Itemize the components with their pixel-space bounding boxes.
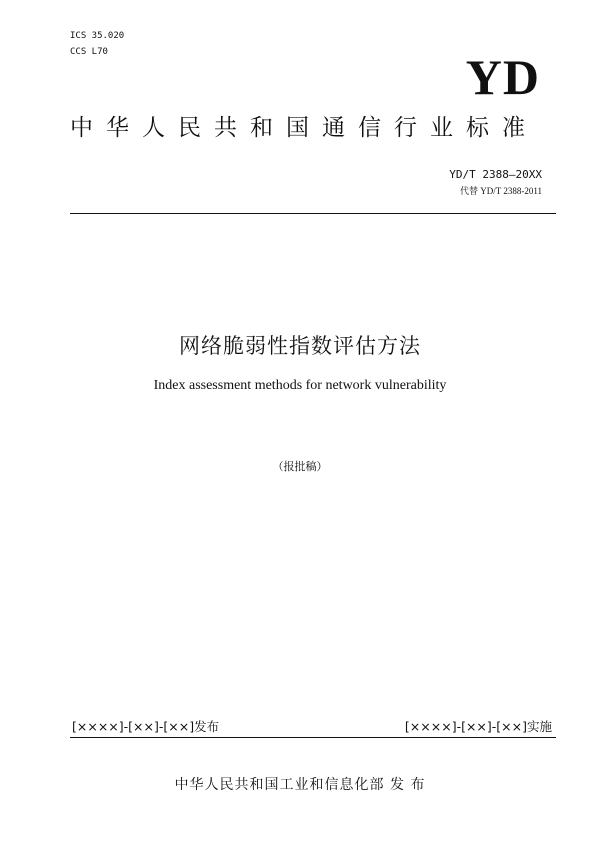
standard-number: YD/T 2388—20XX (449, 168, 542, 181)
yd-logo: YD (465, 49, 540, 105)
document-title-en: Index assessment methods for network vulnerability (153, 378, 447, 393)
replaces-standard: 代替 YD/T 2388-2011 (460, 186, 542, 196)
document-title-cn: 网络脆弱性指数评估方法 (179, 334, 421, 358)
header-divider (70, 213, 556, 214)
ccs-code: CCS L70 (70, 47, 108, 57)
draft-status: （报批稿） (272, 460, 328, 473)
publisher: 中华人民共和国工业和信息化部 发 布 (174, 777, 426, 793)
footer-divider (70, 737, 556, 738)
publish-date: [××××]-[××]-[××]发布 (72, 719, 220, 734)
ics-code: ICS 35.020 (70, 31, 125, 41)
standard-category-title: 中华人民共和国通信行业标准 (70, 115, 538, 141)
implement-date: [××××]-[××]-[××]实施 (404, 719, 552, 734)
